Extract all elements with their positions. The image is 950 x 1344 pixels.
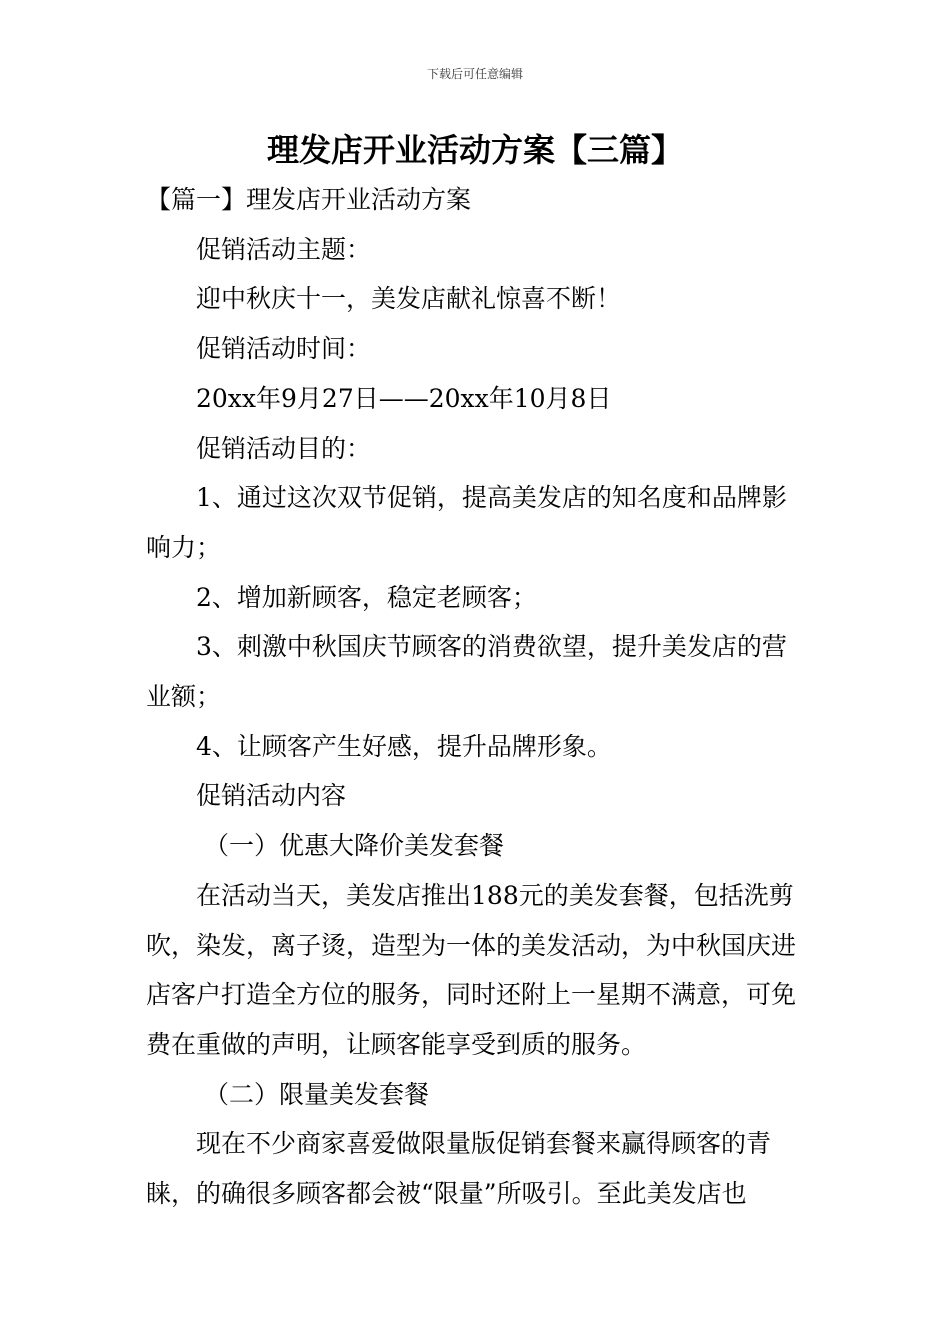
document-title: 理发店开业活动方案【三篇】 <box>266 131 683 169</box>
paragraph: 20xx年9月27日——20xx年10月8日 <box>196 383 612 413</box>
paragraph: 促销活动时间： <box>196 334 372 364</box>
paragraph: 1、通过这次双节促销，提高美发店的知名度和品牌影响力； <box>146 483 787 562</box>
subsection-heading: （二）限量美发套餐 <box>204 1079 430 1109</box>
section-heading: 【篇一】理发店开业活动方案 <box>146 185 472 214</box>
paragraph: 促销活动目的： <box>196 433 372 463</box>
header-note: 下载后可任意编辑 <box>426 67 523 81</box>
paragraph: 促销活动内容 <box>196 781 347 811</box>
subsection-heading: （一）优惠大降价美发套餐 <box>204 831 505 861</box>
paragraph: 现在不少商家喜爱做限量版促销套餐来赢得顾客的青睐，的确很多顾客都会被“限量”所吸引。至此美发店也 <box>146 1129 772 1209</box>
paragraph: 促销活动主题： <box>196 234 372 264</box>
paragraph: 在活动当天，美发店推出188元的美发套餐，包括洗剪吹，染发，离子烫，造型为一体的美发活动，为中秋国庆进店客户打造全方位的服务，同时还附上一星期不满意，可免费在重做的声明，让顾客能享受到质的服务。 <box>146 880 797 1059</box>
paragraph: 3、刺激中秋国庆节顾客的消费欲望，提升美发店的营业额； <box>146 632 787 712</box>
paragraph: 2、增加新顾客，稳定老顾客； <box>196 582 537 612</box>
paragraph: 迎中秋庆十一，美发店献礼惊喜不断！ <box>196 284 622 314</box>
paragraph: 4、让顾客产生好感，提升品牌形象。 <box>196 731 612 761</box>
document-body <box>146 175 806 1219</box>
